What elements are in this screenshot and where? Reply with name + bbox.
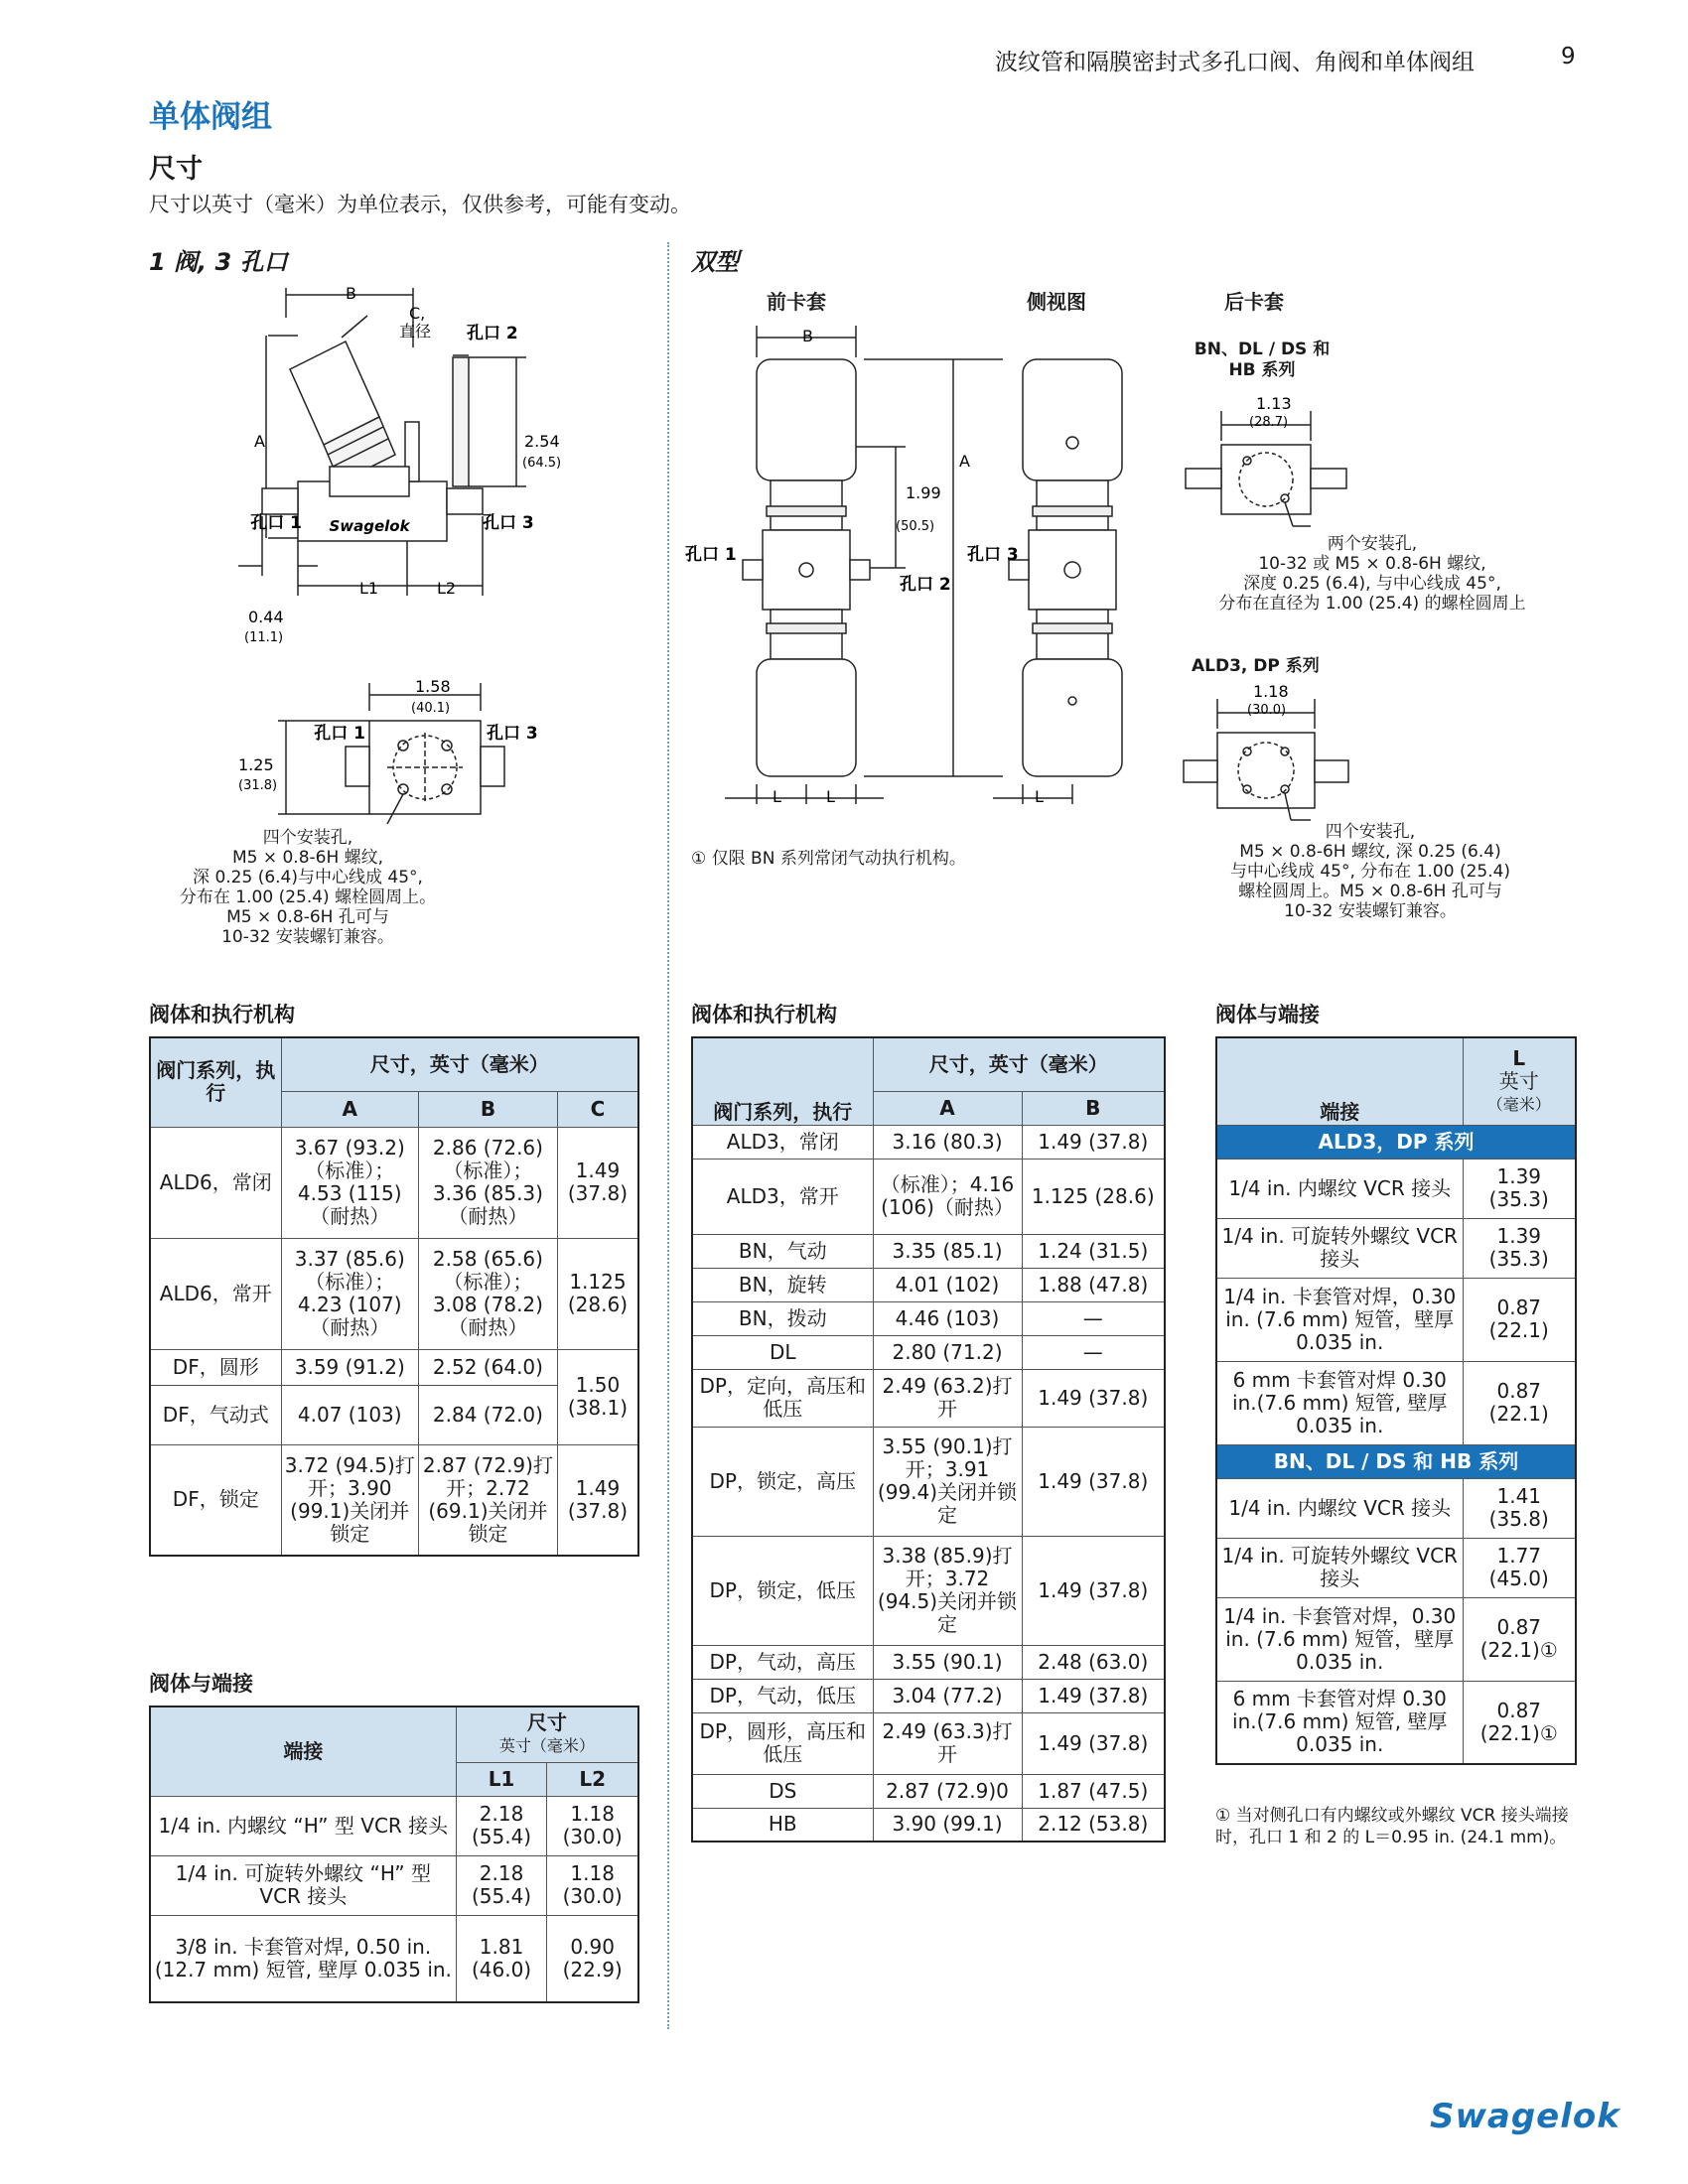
table-row (150, 1915, 638, 2002)
table-row (692, 1159, 1165, 1234)
table-row (692, 1335, 1165, 1369)
table-row (1216, 1597, 1576, 1681)
t1-h-series: 阀门系列，执行 (150, 1037, 281, 1127)
t1-cell: 3.59 (91.2) (281, 1349, 419, 1385)
t1-cell: 2.52 (64.0) (419, 1349, 558, 1385)
t3-cell: （标准）；4.16 (106)（耐热） (873, 1159, 1022, 1234)
t3-cell: — (1022, 1301, 1165, 1335)
t4-cell: 0.87 (22.1) (1463, 1278, 1576, 1361)
fig-right-l3: L (1035, 787, 1044, 806)
table-row (150, 1796, 638, 1855)
table-row (1216, 1681, 1576, 1764)
t3-cell: — (1022, 1335, 1165, 1369)
t4-cell: 6 mm 卡套管对焊 0.30 in.(7.6 mm) 短管, 壁厚 0.035 in. (1216, 1681, 1463, 1764)
t4-h-end: 端接 (1216, 1037, 1463, 1125)
t1-title: 阀体和执行机构 (149, 1003, 295, 1026)
t2-h-unit: 英寸（毫米） (498, 1736, 595, 1756)
table-row (150, 1349, 638, 1385)
fig-right-footnote: ① 仅限 BN 系列常闭气动执行机构。 (691, 849, 966, 869)
t3-cell: 3.16 (80.3) (873, 1125, 1022, 1159)
fig-left-l2: L2 (437, 579, 457, 598)
t3-cell: 1.88 (47.8) (1022, 1268, 1165, 1301)
t4-cell: 1.39 (35.3) (1463, 1218, 1576, 1278)
t3-cell: DP，锁定，高压 (692, 1427, 873, 1536)
fig-right-port1: 孔口 1 (685, 545, 737, 565)
fig-right-title: 双型 (691, 248, 739, 276)
t4-cell: 1.77 (45.0) (1463, 1538, 1576, 1597)
fig-left-port1: 孔口 1 (250, 513, 302, 533)
t2-cell: 2.18 (55.4) (456, 1796, 547, 1855)
table-row (692, 1645, 1165, 1679)
t3-cell: 1.49 (37.8) (1022, 1125, 1165, 1159)
t3-cell: 3.55 (90.1)打开；3.91 (99.4)关闭并锁定 (873, 1427, 1022, 1536)
t3-cell: 3.90 (99.1) (873, 1808, 1022, 1842)
t4-cell: 1/4 in. 可旋转外螺纹 VCR 接头 (1216, 1218, 1463, 1278)
table-row (692, 1774, 1165, 1808)
t2-h-l2: L2 (547, 1762, 638, 1796)
t3-cell: DP，定向，高压和低压 (692, 1369, 873, 1427)
t3-cell: 3.38 (85.9)打开；3.72 (94.5)关闭并锁定 (873, 1536, 1022, 1645)
fig-left-note-line: M5 × 0.8-6H 螺纹, (231, 848, 384, 868)
fig-left-note-line: 四个安装孔, (262, 828, 353, 848)
page-number: 9 (1561, 44, 1576, 69)
t1-cell: 4.07 (103) (281, 1385, 419, 1444)
bn-note-line: 深度 0.25 (6.4), 与中心线成 45°, (1243, 574, 1501, 594)
t1-cell: 1.50 (38.1) (557, 1349, 638, 1444)
t2-cell: 1.18 (30.0) (547, 1855, 638, 1915)
t3-cell: 1.49 (37.8) (1022, 1679, 1165, 1712)
fig-right-b: B (802, 327, 813, 345)
ald-118: 1.18 (1253, 683, 1289, 701)
fig-left-158: 1.58 (415, 677, 451, 696)
t1-cell: 3.72 (94.5)打开；3.90 (99.1)关闭并锁定 (281, 1444, 419, 1556)
t2-cell: 1.18 (30.0) (547, 1796, 638, 1855)
fig-left-drawing (238, 278, 576, 655)
t1-cell: 2.86 (72.6)（标准）；3.36 (85.3)（耐热） (419, 1127, 558, 1238)
table-row (692, 1125, 1165, 1159)
table-row (692, 1679, 1165, 1712)
fig-left-044mm: (11.1) (244, 630, 284, 645)
t1-h-a: A (281, 1091, 419, 1127)
table-row (1216, 1478, 1576, 1538)
bn-series-line: BN、DL / DS 和 (1194, 340, 1331, 359)
ald-note-line: M5 × 0.8-6H 螺纹, 深 0.25 (6.4) (1239, 842, 1501, 862)
fig-left-254mm: (64.5) (522, 456, 562, 471)
t1-cell: 2.84 (72.0) (419, 1385, 558, 1444)
table-row (692, 1369, 1165, 1427)
t1-cell: DF，气动式 (150, 1385, 281, 1444)
t4-cell: 1/4 in. 内螺纹 VCR 接头 (1216, 1478, 1463, 1538)
t4-h-unit1: 英寸 (1498, 1068, 1539, 1093)
fig-right-199: 1.99 (906, 483, 941, 502)
fig-left-port2: 孔口 2 (467, 324, 518, 343)
t3-cell: DP，气动，高压 (692, 1645, 873, 1679)
fig-left-158mm: (40.1) (411, 701, 451, 716)
fig-left-l1: L1 (359, 579, 379, 598)
fig-right-port2: 孔口 2 (900, 575, 951, 595)
table-row (1216, 1361, 1576, 1444)
fig-left-note-line: 10-32 安装螺钉兼容。 (221, 927, 394, 947)
t3-h-dim: 尺寸，英寸（毫米） (873, 1037, 1165, 1091)
table-row (1216, 1278, 1576, 1361)
fig-left-bottom-view (238, 675, 576, 824)
t3-cell: ALD3，常开 (692, 1159, 873, 1234)
dimensions-intro: 尺寸以英寸（毫米）为单位表示，仅供参考，可能有变动。 (149, 193, 691, 216)
fig-left-125mm: (31.8) (238, 778, 278, 793)
bn-113mm: (28.7) (1249, 415, 1289, 430)
header-title: 波纹管和隔膜密封式多孔口阀、角阀和单体阀组 (995, 50, 1475, 75)
bn-113: 1.13 (1256, 394, 1292, 413)
t3-cell: 1.49 (37.8) (1022, 1712, 1165, 1774)
t4-table (1215, 1036, 1577, 1765)
t3-cell: ALD3，常闭 (692, 1125, 873, 1159)
t3-cell: 2.49 (63.2)打开 (873, 1369, 1022, 1427)
fig-left-port3: 孔口 3 (483, 513, 534, 533)
bn-note (1194, 534, 1551, 614)
fig-left-b-label: B (346, 284, 356, 303)
t3-cell: 1.49 (37.8) (1022, 1536, 1165, 1645)
table-row (692, 1234, 1165, 1268)
fig-left-note-line: 分布在 1.00 (25.4) 螺栓圆周上。 (179, 887, 437, 907)
bn-note-line: 10-32 或 M5 × 0.8-6H 螺纹, (1258, 554, 1486, 574)
t3-cell: HB (692, 1808, 873, 1842)
table-row (692, 1268, 1165, 1301)
table-row (692, 1712, 1165, 1774)
t3-cell: 1.49 (37.8) (1022, 1369, 1165, 1427)
table-row (1216, 1538, 1576, 1597)
fig-right-l1: L (773, 787, 781, 806)
t1-h-dim: 尺寸，英寸（毫米） (281, 1037, 638, 1091)
t3-cell: DP，圆形，高压和低压 (692, 1712, 873, 1774)
table-row (692, 1808, 1165, 1842)
fig-left-note (149, 828, 467, 947)
view-back-title: 后卡套 (1224, 290, 1284, 314)
t2-h-dim (456, 1706, 638, 1762)
fig-left-125: 1.25 (238, 755, 274, 774)
t1-cell: DF，圆形 (150, 1349, 281, 1385)
t3-cell: 1.49 (37.8) (1022, 1427, 1165, 1536)
t2-h-end: 端接 (150, 1706, 456, 1796)
section-title: 单体阀组 (149, 99, 272, 135)
t1-cell: 3.67 (93.2)（标准）；4.53 (115)（耐热） (281, 1127, 419, 1238)
t3-cell: DP，锁定，低压 (692, 1536, 873, 1645)
bn-note-line: 两个安装孔, (1327, 534, 1418, 554)
t3-cell: 1.24 (31.5) (1022, 1234, 1165, 1268)
table-row (150, 1855, 638, 1915)
t3-cell: 3.35 (85.1) (873, 1234, 1022, 1268)
t3-cell: 1.125 (28.6) (1022, 1159, 1165, 1234)
fig-left-brand: Swagelok (329, 517, 410, 535)
t4-cell: 1/4 in. 卡套管对焊，0.30 in. (7.6 mm) 短管，壁厚 0.035 in. (1216, 1278, 1463, 1361)
t2-cell: 1.81 (46.0) (456, 1915, 547, 2002)
bn-series-label (1188, 340, 1336, 381)
t4-cell: 0.87 (22.1) (1463, 1361, 1576, 1444)
t3-cell: 1.87 (47.5) (1022, 1774, 1165, 1808)
fig-left-c-label: C, (409, 304, 426, 323)
fig-right-drawing (685, 318, 1152, 814)
t3-table (691, 1036, 1166, 1843)
bn-note-line: 分布在直径为 1.00 (25.4) 的螺栓圆周上 (1218, 594, 1526, 614)
ald-back-view (1182, 683, 1360, 832)
t1-cell: 1.49 (37.8) (557, 1127, 638, 1238)
t4-h-l (1463, 1037, 1576, 1125)
t2-cell: 1/4 in. 可旋转外螺纹 “H” 型 VCR 接头 (150, 1855, 456, 1915)
t3-cell: DP，气动，低压 (692, 1679, 873, 1712)
t3-cell: BN，拨动 (692, 1301, 873, 1335)
t4-cell: 6 mm 卡套管对焊 0.30 in.(7.6 mm) 短管, 壁厚 0.035 in. (1216, 1361, 1463, 1444)
t1-cell: DF，锁定 (150, 1444, 281, 1556)
fig-left-254: 2.54 (524, 432, 560, 451)
fig-left-note-line: M5 × 0.8-6H 孔可与 (226, 907, 389, 927)
t1-cell: 1.49 (37.8) (557, 1444, 638, 1556)
t4-cell: 1.41 (35.8) (1463, 1478, 1576, 1538)
t3-h-b: B (1022, 1091, 1165, 1125)
t2-h-dim-label: 尺寸 (526, 1710, 567, 1735)
view-side-title: 侧视图 (1027, 290, 1086, 314)
ald-note-line: 四个安装孔, (1325, 822, 1416, 842)
t3-cell: 3.04 (77.2) (873, 1679, 1022, 1712)
fig-right-a: A (959, 452, 970, 471)
t1-h-c: C (557, 1091, 638, 1127)
table-row (692, 1427, 1165, 1536)
t4-cell: 0.87 (22.1)① (1463, 1681, 1576, 1764)
t3-h-series: 阀门系列，执行 (692, 1037, 873, 1125)
bn-back-view (1182, 391, 1360, 540)
t2-cell: 3/8 in. 卡套管对焊, 0.50 in. (12.7 mm) 短管, 壁厚 0.035 in. (150, 1915, 456, 2002)
t1-cell: ALD6，常闭 (150, 1127, 281, 1238)
table-row (692, 1536, 1165, 1645)
t2-table (149, 1706, 639, 2003)
fig-left-note-line: 深 0.25 (6.4)与中心线成 45°, (193, 868, 423, 887)
column-divider (667, 242, 669, 2029)
t3-cell: 2.80 (71.2) (873, 1335, 1022, 1369)
t4-h-unit2: （毫米） (1486, 1094, 1551, 1114)
fig-left-dia-label: 直径 (399, 322, 432, 341)
t4-band-ald: ALD3，DP 系列 (1216, 1125, 1576, 1159)
t1-cell: 2.58 (65.6)（标准）；3.08 (78.2)（耐热） (419, 1238, 558, 1349)
table-row (1216, 1218, 1576, 1278)
t2-cell: 1/4 in. 内螺纹 “H” 型 VCR 接头 (150, 1796, 456, 1855)
t4-footnote: ① 当对侧孔口有内螺纹或外螺纹 VCR 接头端接时，孔口 1 和 2 的 L＝0.95 in. (24.1 mm)。 (1215, 1806, 1569, 1847)
table-row (1216, 1159, 1576, 1218)
fig-right-505: (50.5) (896, 519, 935, 534)
t4-cell: 1.39 (35.3) (1463, 1159, 1576, 1218)
t4-cell: 1/4 in. 卡套管对焊，0.30 in. (7.6 mm) 短管，壁厚 0.035 in. (1216, 1597, 1463, 1681)
ald-note-line: 10-32 安装螺钉兼容。 (1284, 901, 1457, 921)
t4-cell: 1/4 in. 内螺纹 VCR 接头 (1216, 1159, 1463, 1218)
t3-cell: BN，旋转 (692, 1268, 873, 1301)
fig-left-title: 1 阀, 3 孔口 (149, 248, 288, 276)
t3-cell: 2.12 (53.8) (1022, 1808, 1165, 1842)
ald-note-line: 与中心线成 45°, 分布在 1.00 (25.4) (1229, 862, 1511, 882)
t3-title: 阀体和执行机构 (691, 1003, 837, 1026)
t1-cell: 3.37 (85.6)（标准）；4.23 (107)（耐热） (281, 1238, 419, 1349)
t4-title: 阀体与端接 (1215, 1003, 1320, 1026)
t3-cell: 2.48 (63.0) (1022, 1645, 1165, 1679)
table-row (150, 1127, 638, 1238)
t1-cell: ALD6，常开 (150, 1238, 281, 1349)
t1-cell: 2.87 (72.9)打开；2.72 (69.1)关闭并锁定 (419, 1444, 558, 1556)
fig-right-port3: 孔口 3 (967, 545, 1019, 565)
t2-cell: 0.90 (22.9) (547, 1915, 638, 2002)
t2-cell: 2.18 (55.4) (456, 1855, 547, 1915)
t1-h-b: B (419, 1091, 558, 1127)
ald-series-label: ALD3, DP 系列 (1192, 656, 1320, 676)
t1-cell: 1.125 (28.6) (557, 1238, 638, 1349)
t3-cell: 2.49 (63.3)打开 (873, 1712, 1022, 1774)
t2-h-l1: L1 (456, 1762, 547, 1796)
dimensions-title: 尺寸 (149, 154, 203, 185)
fig-left-bottom-port3: 孔口 3 (487, 724, 538, 744)
table-row (150, 1238, 638, 1349)
t4-cell: 0.87 (22.1)① (1463, 1597, 1576, 1681)
ald-118mm: (30.0) (1247, 703, 1287, 718)
table-row (692, 1301, 1165, 1335)
fig-right-l2: L (826, 787, 835, 806)
ald-note-line: 螺栓圆周上。M5 × 0.8-6H 孔可与 (1238, 882, 1502, 901)
footer-logo: Swagelok (1430, 2097, 1620, 2136)
t1-table (149, 1036, 639, 1557)
ald-note (1192, 822, 1549, 921)
t3-h-a: A (873, 1091, 1022, 1125)
fig-left-bottom-port1: 孔口 1 (314, 724, 365, 744)
fig-left-a-label: A (254, 432, 265, 451)
fig-left-044: 0.44 (248, 608, 284, 626)
t4-cell: 1/4 in. 可旋转外螺纹 VCR 接头 (1216, 1538, 1463, 1597)
t3-cell: 2.87 (72.9)0 (873, 1774, 1022, 1808)
t3-cell: BN，气动 (692, 1234, 873, 1268)
t2-title: 阀体与端接 (149, 1672, 253, 1696)
t4-h-l-label: L (1512, 1045, 1526, 1070)
t3-cell: DL (692, 1335, 873, 1369)
t4-band-bn: BN、DL / DS 和 HB 系列 (1216, 1444, 1576, 1478)
bn-series-line: HB 系列 (1228, 360, 1296, 380)
t3-cell: 4.46 (103) (873, 1301, 1022, 1335)
t3-cell: 3.55 (90.1) (873, 1645, 1022, 1679)
t3-cell: 4.01 (102) (873, 1268, 1022, 1301)
view-front-title: 前卡套 (767, 290, 826, 314)
table-row (150, 1444, 638, 1556)
t3-cell: DS (692, 1774, 873, 1808)
